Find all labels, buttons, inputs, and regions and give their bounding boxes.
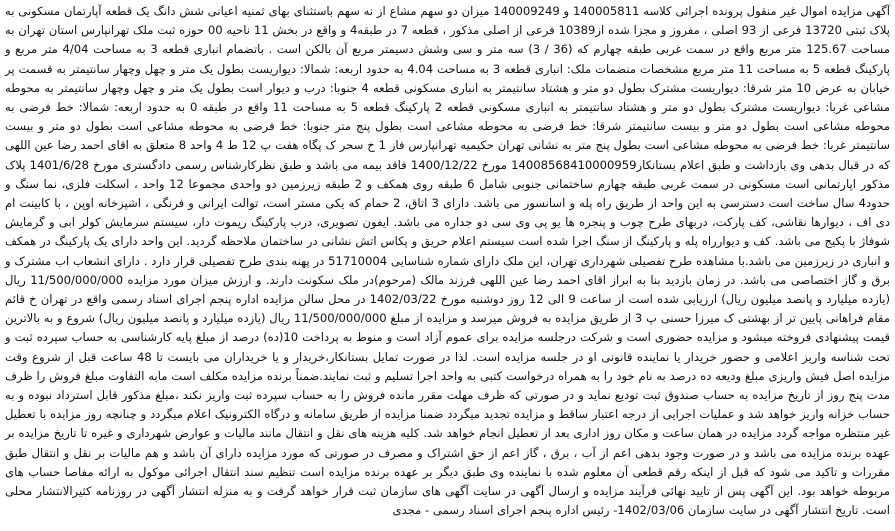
auction-notice-text: آگهی مزایده اموال غیر منقول پرونده اجرائی کلاسه 140005811 و 140009249 میزان دو سهم مشاع از نه سهم باستثنای بهای ثمنیه اعیانی شش دانگ یک قطعه آپارتمان مسکونی به پلاک ثبتی 13720 فرعی از 93 اصلی ، مفروز و مجزا شده از10389 فرعی از اصلی مذکور ، قطعه 7 در طبقه4 و واقع در بخش 11 ناحیه 00 حوزه ثبت ملک تهرانپارس استان تهران به مساحت 125.67 متر مربع واقع در سمت غربی طبقه چهارم که (36 / 3) سه متر و سی وشش دسیمتر مربع آن بالکن است . باتضمام انباری قطعه 3 به مساحت 4/04 متر مربع و پارکینگ قطعه 5 به مساحت 11 متر مربع مشخصات منضمات ملک: انباری قطعه 3 به مساحت 4.04 به حدود اربعه: شمالا: دیواریست بطول یک متر و چهل وچهار سانتیمتر به قسمت پر خیابان به عرض 10 متر شرقا: دیواریست مشترک بطول دو متر و هشتاد سانتیمتر به انباری مسکونی قطعه 4 جنوبا: درب و دیوار است بطول یک متر و چهل وچهار سانتیمتر به محوطه مشاعی غربا: دیواریست مشترک بطول دو متر و هشتاد سانتیمتر به انباری مسکونی قطعه 2 پارکینگ قطعه 5 به مساحت 11 واقع در طبقه 0 به حدود اربعه: شمالا: خط فرضی به محوطه مشاعی است بطول دو متر و بیست سانتیمتر شرقا: خط فرضی به محوطه مشاعی است بطول پنج متر جنوبا: خط فرضی به محوطه مشاعی است بطول دو متر و بیست سانتیمتر غربا: خط فرضی به محوطه مشاعی است بطول پنج متر به نشانی تهران حکیمیه تهرانپارس فاز 1 خ سحر ک پگاه هفت پ 12 ط 4 واحد 8 متعلق به اقای احمد رضا عین اللهی که در قبال بدهی وی بازداشت و طبق اعلام بستانکار14008568410000959 مورخ 1400/12/22 فاقد بیمه می باشد و طبق نظرکارشناس رسمی دادگستری مورخ 1401/6/28 پلاک مذکور اپارتمانی است مسکونی در سمت غربی طبقه چهارم ساختمانی جنوبی شامل 6 طبقه روی همکف و 2 طبقه زیرزمین دو واحدی مجموعا 12 واحد ، اسکلت فلزی، نما سنگ و حدود4 سال ساخت است دسترسی به این واحد از طریق راه پله و اسانسور می باشد. دارای 3 اتاق، 2 حمام که یکی مستر است، توالت ایرانی و فرنگی ، اشپزخانه اوپن ، با کابینت ام دی اف ، دیوارها نقاشی، کف پارکت، دربهای طرح چوب و پنجره ها یو پی وی سی دو جداره می باشد. ایفون تصویری، درب پارکینگ ریموت دار، سیستم سرمایش کولر ابی و گرمایش شوفاژ با پکیج می باشد. کف و دیوارراه پله و پارکینگ از سنگ اجرا شده است سیستم اعلام حریق و پکاس اتش نشانی در ساختمان ملاحظه گردید. این واحد دارای یک پارکینگ در همکف و انباری در زیرزمین می باشد.با مشاهده طرح تفصیلی شهرداری تهران، این ملک دارای شماره شناسایی 51710004 در پهنه بندی طرح تفصیلی قرار دارد . دارای انشعاب اب مشترک و برق و گاز اختصاصی می باشد. در زمان بازدید بنا به ابراز اقای احمد رضا عین اللهی فرزند مالک (مرحوم)در ملک سکونت دارند. و ارزش میزان مورد مزایده 11/500/000/000 ریال (یازده میلیارد و پانصد میلیون ریال) ارزیابی شده است از ساعت 9 الی 12 روز دوشنبه مورخ 1402/03/22 در محل سالن مزایده اداره پنجم اجرای اسناد رسمی واقع در تهران خ قائم مقام فراهانی پایین تر از بهشتی ک میرزا حسنی پ 3 از طریق مزایده به فروش میرسد و مزایده از مبلغ 11/500/000/000 ریال (یازده میلیارد و پانصد میلیون ریال) شروع و به بالاترین قیمت پیشنهادی فروخته میشود و مزایده حضوری است و شرکت درجلسه مزایده برای عموم آزاد است و منوط به پرداخت 10(ده) درصد از مبلغ پایه کارشناسی به حساب سپرده ثبت و تحت شناسه واریز اعلامی و حضور خریدار یا نماینده قانونی او در جلسه مزایده است. لذا در صورت تمایل بستانکار،خریدار و یا خریداران می بایست تا 48 ساعت قبل از شروع وقت مزایده اصل فیش واریزی مبلغ ودیعه ده درصد به نام خود را به همراه درخواست کتبی به واحد اجرا تسلیم و ثبت نمایند.ضمناً برنده مزایده مکلف است مابه التفاوت مبلغ فروش را ظرف مدت پنج روز از تاریخ مزایده به حساب صندوق ثبت تودیع نماید و در صورتی که ظرف مهلت مقرر مانده فروش را به حساب سپرده ثبت واریز نکند ،مبلغ مذکور قابل استرداد نبوده و به حساب خزانه واریز خواهد شد و عملیات اجرایی از درجه اعتبار ساقط و مزایده تجدید میگردد ضمنا مزایده از طریق سامانه و درگاه الکترونیک اعلام میگردد و چنانچه روز مزایده با تعطیل غیر منتظره مواجه گردد مزایده در همان ساعت و مکان روز اداری بعد از تعطیل انجام خواهد شد. کلیه هزینه های نقل و انتقال مانند مالیات و عوارض شهرداری و غیره تا تاریخ مزایده بر عهده برنده مزایده می باشد و در صورت وجود بدهی اعم از آب ، برق ، گاز اعم از حق اشتراک و مصرف در صورتی که مورد مزایده دارای آن باشد و هم مالیات بر نقل و انتقال طبق مقررات و تاکید می شود که قبل از اینکه رقم قطعی آن معلوم شده با نماینده وی طبق دیگر بر عهده برنده مزایده است تنظیم سند انتقال اجرائی موکول به ارائه مفاصا حساب های مربوطه خواهد بود. این آگهی پس از تایید نهائی فرآیند مزایده و ارسال آگهی در سایت آگهی های سازمان ثبت قرار خواهد گرفت و به منزله انتشار آگهی در روزنامه کثیرالانتشار محلی است. تاریخ انتشار آگهی در سایت سازمان 1402/03/06- رئیس اداره پنجم اجرای اسناد رسمی - مجدی (5, 4, 891, 518)
